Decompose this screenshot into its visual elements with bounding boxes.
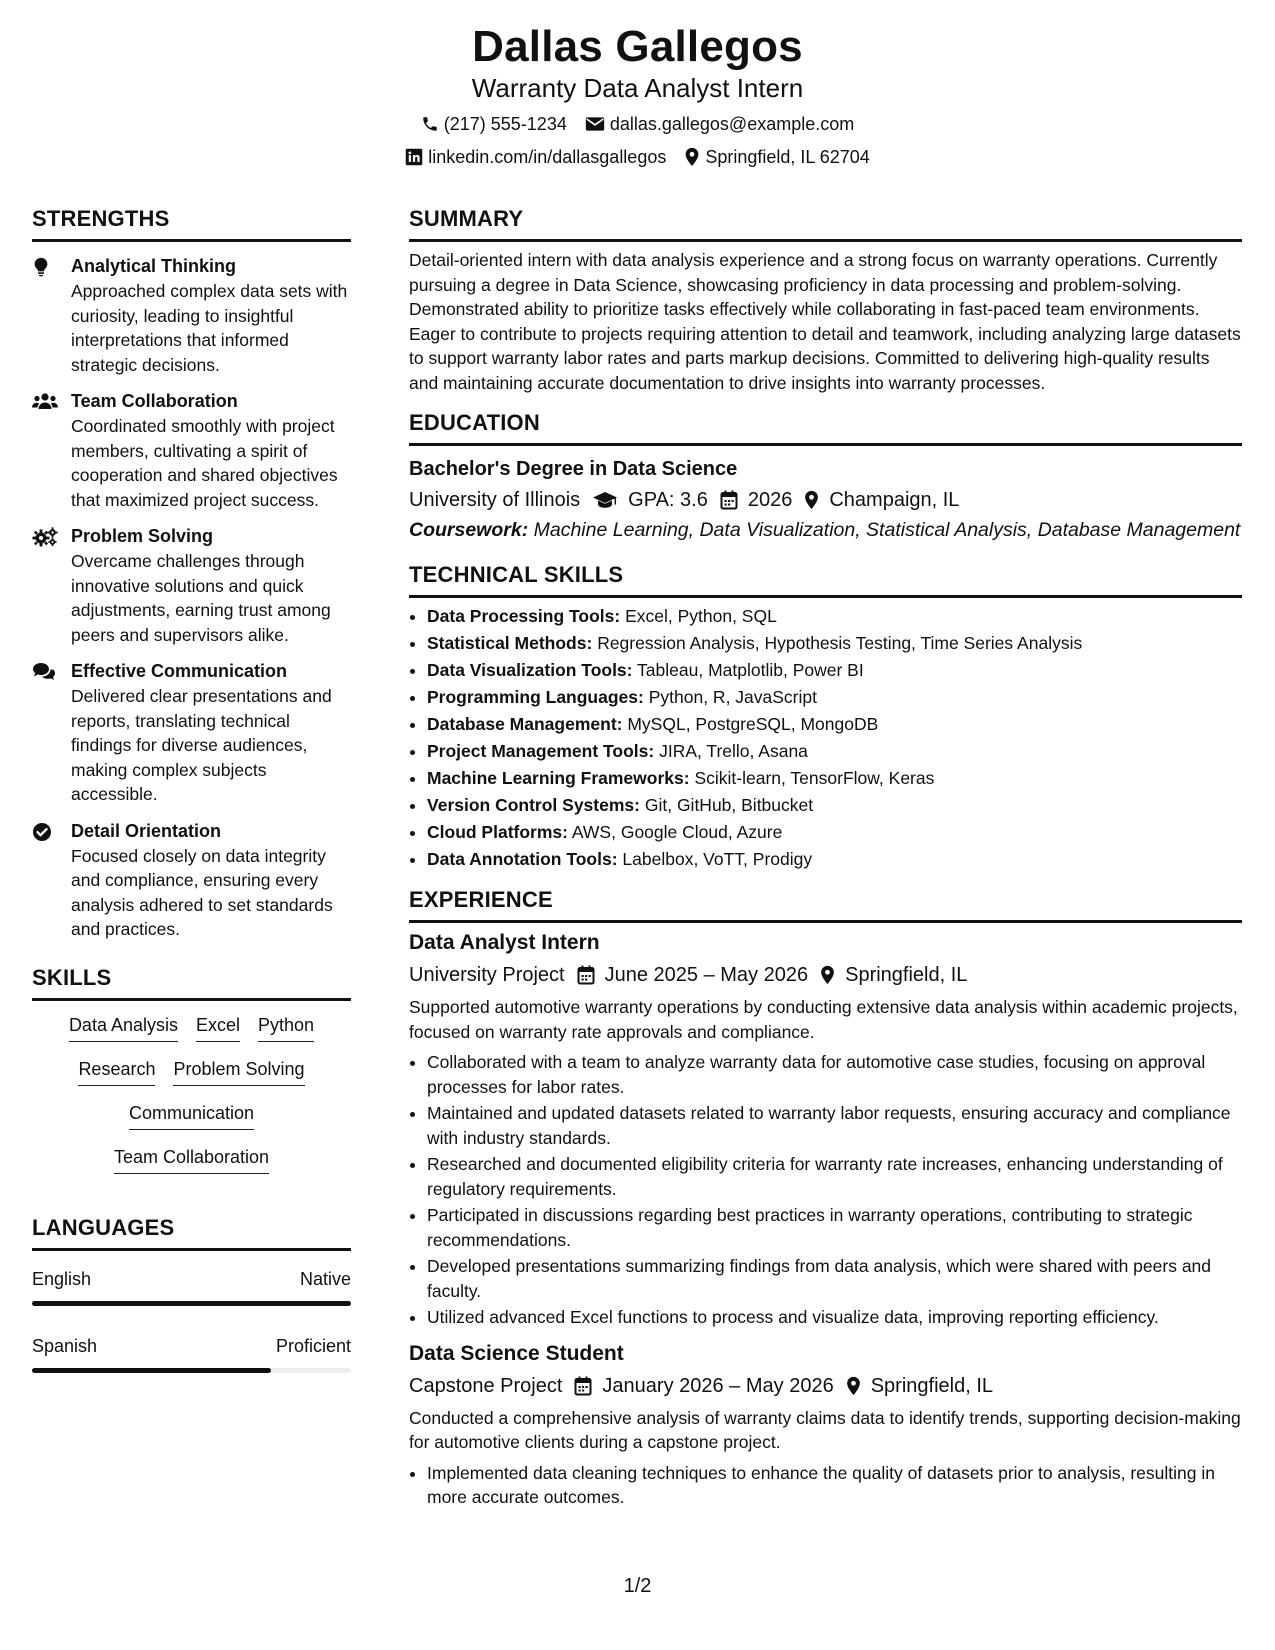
- job-bullets: [409, 1461, 1242, 1510]
- strength-item: [32, 524, 351, 647]
- education-heading: EDUCATION: [409, 410, 540, 435]
- coursework: [409, 518, 1242, 543]
- users-icon: [32, 389, 71, 512]
- linkedin-icon: [405, 148, 423, 166]
- contact-row-2: [0, 145, 1275, 169]
- job-location: Springfield, IL: [870, 1374, 993, 1397]
- section-divider: [409, 595, 1242, 598]
- summary-text: Detail-oriented intern with data analysis experience and a strong focus on warranty operations. Currently pursuing a degree in Data Science, showcasing proficiency in data processing and problem-solving. Demonstrated ability to prioritize tasks effectively while collaborating in fast-paced team environments. Eager to contribute to projects requiring attention to detail and teamwork, including analyzing large datasets to support warranty labor rates and parts markup decisions. Committed to delivering high-quality results and maintaining accurate documentation to drive insights into warranty processes.: [409, 250, 1241, 393]
- language-level: Proficient: [275, 1335, 351, 1356]
- calendar-icon: [720, 490, 738, 510]
- strengths-list: [32, 254, 351, 942]
- resume-header: [0, 20, 1275, 169]
- job-entry: [409, 1340, 1242, 1510]
- strength-title: Detail Orientation: [71, 820, 222, 841]
- job-dates: June 2025 – May 2026: [604, 964, 809, 986]
- experience-section: [409, 886, 1242, 1510]
- location-contact: [684, 145, 869, 169]
- calendar-icon: [577, 965, 595, 985]
- check-circle-icon: [32, 819, 71, 942]
- list-item: • Researched and documented eligibility criteria for warranty rate increases, enhancing understanding of regulatory requirements.: [427, 1152, 1242, 1201]
- skill-tag: Problem Solving: [173, 1057, 304, 1086]
- section-divider: [32, 239, 351, 242]
- phone-text: (217) 555-1234: [443, 114, 567, 134]
- language-name: Spanish: [32, 1335, 98, 1356]
- list-item: • Developed presentations summarizing findings from data analysis, which were shared with peers and faculty.: [427, 1254, 1242, 1303]
- language-proficiency-fill: [32, 1301, 351, 1306]
- job-entry: [409, 929, 1242, 1330]
- left-column: [32, 205, 351, 1373]
- school-location: Champaign, IL: [829, 489, 960, 511]
- calendar-icon: [574, 1376, 592, 1396]
- strength-description: Overcame challenges through innovative solutions and quick adjustments, earning trust among peers and supervisors alike.: [71, 551, 331, 645]
- strengths-heading: STRENGTHS: [32, 206, 170, 231]
- contact-row-1: [0, 112, 1275, 136]
- language-proficiency-bar: [32, 1301, 351, 1306]
- map-pin-icon: [820, 965, 835, 985]
- list-item: • Utilized advanced Excel functions to process and visualize data, improving reporting efficiency.: [427, 1305, 1242, 1330]
- strength-item: [32, 659, 351, 807]
- strength-description: Coordinated smoothly with project members, cultivating a spirit of cooperation and shared objectives that maximized project success.: [71, 416, 338, 510]
- education-section: [409, 409, 1242, 543]
- map-pin-icon: [804, 490, 819, 510]
- skills-tags: [32, 1013, 351, 1174]
- coursework-label: Coursework:: [409, 519, 529, 541]
- language-item: [32, 1267, 351, 1306]
- gpa: GPA: 3.6: [628, 489, 708, 511]
- job-title: Data Science Student: [409, 1341, 624, 1365]
- school-name: University of Illinois: [409, 489, 581, 511]
- technical-skills-list: [409, 604, 1242, 872]
- list-item: • Machine Learning Frameworks: Scikit-learn, TensorFlow, Keras: [427, 766, 1242, 791]
- job-organization: Capstone Project: [409, 1374, 563, 1397]
- list-item: • Participated in discussions regarding best practices in warranty operations, contributing to strategic recommendations.: [427, 1203, 1242, 1252]
- technical-skills-section: [409, 561, 1242, 872]
- phone-icon: [421, 115, 439, 133]
- lightbulb-icon: [32, 254, 71, 377]
- map-pin-icon: [846, 1376, 861, 1396]
- strength-title: Analytical Thinking: [71, 256, 237, 276]
- skill-tag: Data Analysis: [69, 1013, 178, 1042]
- job-summary: Conducted a comprehensive analysis of warranty claims data to identify trends, supporting decision-making for automotive clients during a capstone project.: [409, 1407, 1241, 1452]
- technical-skills-heading: TECHNICAL SKILLS: [409, 562, 624, 587]
- experience-heading: EXPERIENCE: [409, 887, 553, 912]
- strength-title: Team Collaboration: [71, 391, 238, 411]
- language-proficiency-bar: [32, 1368, 351, 1373]
- strengths-section: [32, 205, 351, 942]
- section-divider: [32, 1248, 351, 1251]
- strength-item: [32, 819, 351, 942]
- gears-icon: [32, 524, 71, 647]
- language-proficiency-fill: [32, 1368, 271, 1373]
- coursework-list: Machine Learning, Data Visualization, Statistical Analysis, Database Management: [533, 519, 1241, 541]
- summary-section: [409, 205, 1242, 395]
- language-name: English: [32, 1268, 92, 1289]
- comments-icon: [32, 659, 71, 807]
- list-item: • Implemented data cleaning techniques to enhance the quality of datasets prior to analysis, resulting in more accurate outcomes.: [427, 1461, 1242, 1510]
- graduation-year: 2026: [747, 489, 793, 511]
- languages-section: [32, 1214, 351, 1373]
- job-summary: Supported automotive warranty operations by conducting extensive data analysis within academic projects, focused on warranty rate approvals and compliance.: [409, 997, 1238, 1042]
- job-location: Springfield, IL: [845, 964, 968, 986]
- skill-tag: Research: [78, 1057, 155, 1086]
- job-meta: [409, 961, 1242, 989]
- map-pin-icon: [684, 147, 700, 167]
- list-item: • Version Control Systems: Git, GitHub, Bitbucket: [427, 793, 1242, 818]
- envelope-icon: [585, 116, 605, 132]
- section-divider: [409, 920, 1242, 923]
- list-item: • Programming Languages: Python, R, JavaScript: [427, 685, 1242, 710]
- location-text: Springfield, IL 62704: [705, 147, 870, 167]
- email-contact[interactable]: [585, 112, 854, 136]
- list-item: • Maintained and updated datasets related to warranty labor requests, ensuring accuracy and compliance with industry standards.: [427, 1101, 1242, 1150]
- job-organization: University Project: [409, 964, 565, 986]
- list-item: • Collaborated with a team to analyze warranty data for automotive case studies, focusing on approval processes for labor rates.: [427, 1050, 1242, 1099]
- page-number: 1/2: [623, 1575, 652, 1597]
- strength-description: Approached complex data sets with curiosity, leading to insightful interpretations that informed strategic decisions.: [71, 281, 348, 375]
- language-level: Native: [299, 1268, 351, 1289]
- phone-contact[interactable]: [421, 112, 567, 136]
- graduation-cap-icon: [592, 491, 618, 509]
- skills-section: [32, 964, 351, 1174]
- skill-tag: Python: [258, 1013, 314, 1042]
- linkedin-contact[interactable]: [405, 145, 666, 169]
- strength-item: [32, 389, 351, 512]
- languages-heading: LANGUAGES: [32, 1214, 175, 1240]
- list-item: • Data Processing Tools: Excel, Python, SQL: [427, 604, 1242, 629]
- job-bullets: [409, 1050, 1242, 1330]
- candidate-title: Warranty Data Analyst Intern: [471, 73, 804, 103]
- job-title: Data Analyst Intern: [409, 931, 600, 954]
- list-item: • Data Visualization Tools: Tableau, Matplotlib, Power BI: [427, 658, 1242, 683]
- strength-title: Problem Solving: [71, 526, 214, 546]
- list-item: • Data Annotation Tools: Labelbox, VoTT, Prodigy: [427, 847, 1242, 872]
- skill-tag: Excel: [196, 1013, 240, 1042]
- list-item: • Statistical Methods: Regression Analysis, Hypothesis Testing, Time Series Analysis: [427, 631, 1242, 656]
- strength-item: [32, 254, 351, 377]
- skill-tag: Communication: [129, 1101, 254, 1130]
- education-meta: [409, 486, 1242, 514]
- summary-heading: SUMMARY: [409, 206, 524, 231]
- strength-title: Effective Communication: [71, 661, 288, 681]
- section-divider: [32, 998, 351, 1001]
- skills-heading: SKILLS: [32, 964, 112, 990]
- right-column: [409, 205, 1242, 1510]
- section-divider: [409, 239, 1242, 242]
- list-item: • Cloud Platforms: AWS, Google Cloud, Azure: [427, 820, 1242, 845]
- list-item: • Database Management: MySQL, PostgreSQL, MongoDB: [427, 712, 1242, 737]
- strength-description: Focused closely on data integrity and compliance, ensuring every analysis adhered to set standards and practices.: [71, 845, 333, 939]
- language-item: [32, 1334, 351, 1373]
- strength-description: Delivered clear presentations and reports, translating technical findings for diverse audiences, making complex subjects accessible.: [71, 686, 332, 804]
- degree-title: Bachelor's Degree in Data Science: [409, 458, 738, 480]
- job-dates: January 2026 – May 2026: [602, 1374, 834, 1397]
- candidate-name: Dallas Gallegos: [472, 22, 803, 71]
- linkedin-text: linkedin.com/in/dallasgallegos: [428, 147, 667, 167]
- section-divider: [409, 443, 1242, 446]
- job-meta: [409, 1372, 1242, 1400]
- email-text: dallas.gallegos@example.com: [609, 114, 855, 134]
- list-item: • Project Management Tools: JIRA, Trello, Asana: [427, 739, 1242, 764]
- skill-tag: Team Collaboration: [114, 1145, 269, 1174]
